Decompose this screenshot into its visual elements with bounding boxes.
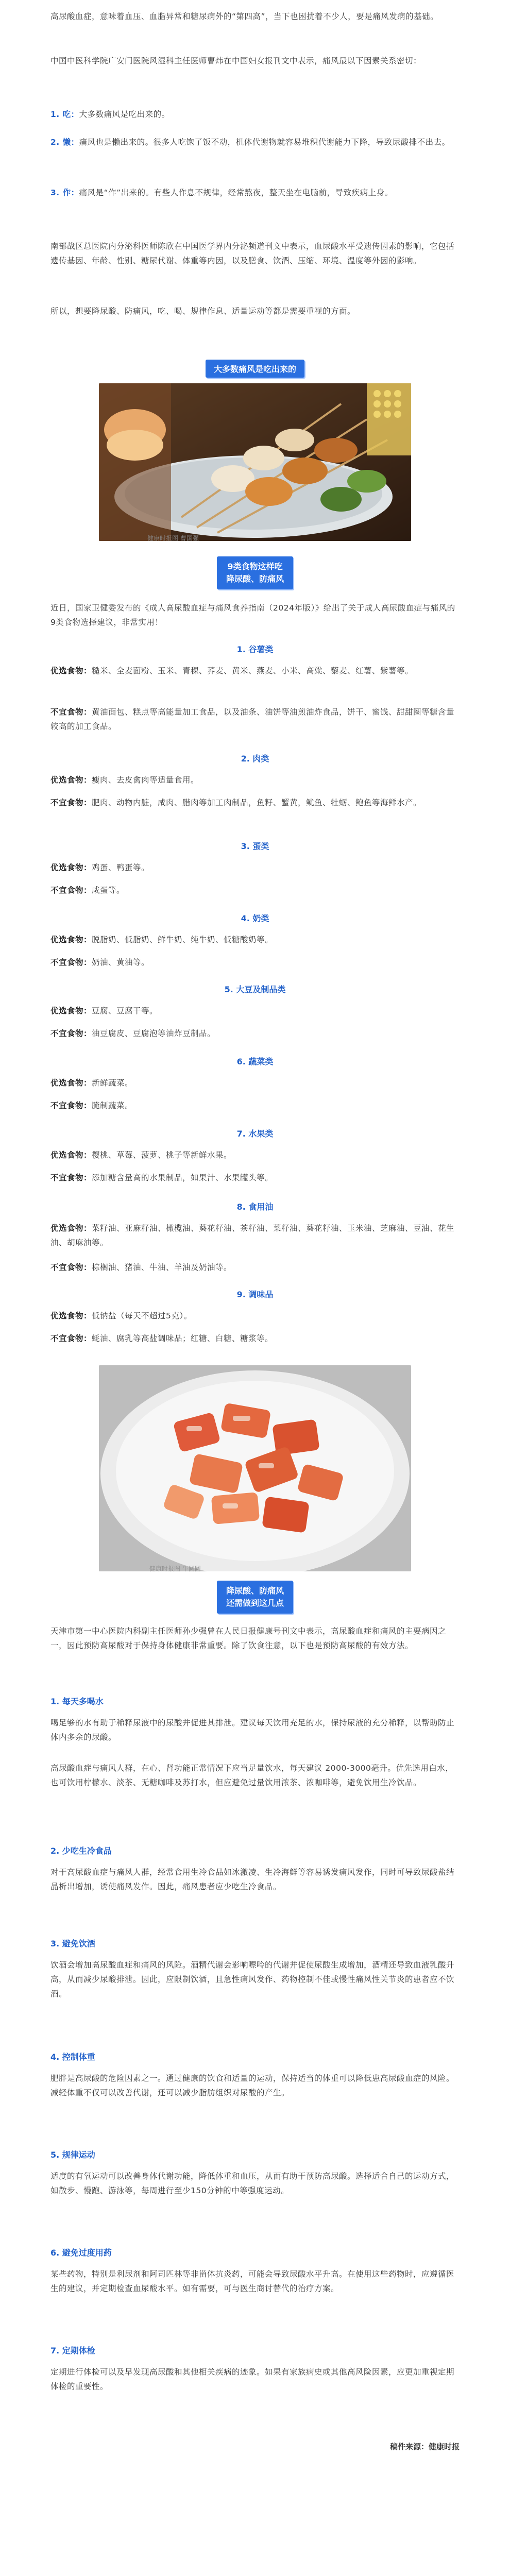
- tip-6-para-1: 某些药物，特别是利尿剂和阿司匹林等非甾体抗炎药，可能会导致尿酸水平升高。在使用这些药物时，应遵循医生的建议，并定期检查血尿酸水平。如有需要，可与医生商讨替代的治疗方案。: [50, 2269, 455, 2293]
- intro-summary: 所以，想要降尿酸、防痛风，吃、喝、规律作息、适量运动等都是需要重视的方面。: [50, 307, 356, 316]
- category-8-bad: 棕榈油、猪油、牛油、羊油及奶油等。: [92, 1263, 232, 1272]
- tip-6-title: 6. 避免过度用药: [50, 2248, 112, 2258]
- category-4: [50, 912, 460, 989]
- category-5-good-label: 优选食物：: [50, 1006, 92, 1015]
- category-2-title: 2. 肉类: [241, 754, 269, 764]
- tip-7-title: 7. 定期体检: [50, 2346, 95, 2355]
- tip-1-title: 1. 每天多喝水: [50, 1697, 104, 1706]
- category-2-good: 瘦肉、去皮禽肉等适量食用。: [92, 775, 199, 785]
- tip-2: [50, 1844, 460, 1947]
- tip-4-title: 4. 控制体重: [50, 2052, 95, 2062]
- category-1-bad-label: 不宜食物：: [50, 707, 92, 717]
- intro-expert: 中国中医科学院广安门医院风湿科主任医师曹炜在中国妇女报刊文中表示，痛风最以下因素关系密切：: [50, 56, 422, 65]
- category-4-good: 脱脂奶、低脂奶、鲜牛奶、纯牛奶、低糖酸奶等。: [92, 935, 274, 944]
- tip-4-para-1: 肥胖是高尿酸的危险因素之一。通过健康的饮食和适量的运动，保持适当的体重可以降低患高尿酸血症的风险。减轻体重不仅可以改善代谢，还可以减少脂肪组织对尿酸的产生。: [50, 2074, 455, 2097]
- category-3: [50, 840, 460, 917]
- category-5-bad-label: 不宜食物：: [50, 1029, 92, 1038]
- category-7-bad-label: 不宜食物：: [50, 1173, 92, 1182]
- section-banner-3: [217, 1581, 293, 1614]
- category-3-bad-label: 不宜食物：: [50, 886, 92, 895]
- pickle-illustration: [99, 1365, 411, 1571]
- category-4-good-label: 优选食物：: [50, 935, 92, 944]
- category-1-good: 糙米、全麦面粉、玉米、青稞、荞麦、黄米、燕麦、小米、高粱、藜麦、红薯、紫薯等。: [92, 666, 414, 675]
- category-5-title: 5. 大豆及制品类: [224, 985, 286, 994]
- cause-1-text: 大多数痛风是吃出来的。: [79, 110, 170, 119]
- banner-3-line-1: 降尿酸、防痛风: [226, 1586, 284, 1596]
- category-7-good-label: 优选食物：: [50, 1150, 92, 1160]
- tip-7-para-1: 定期进行体检可以及早发现高尿酸和其他相关疾病的迹象。如果有家族病史或其他高风险因素，应更加重视定期体检的重要性。: [50, 2367, 455, 2391]
- photo-1-caption: 健康时报图 曹国强: [147, 535, 199, 542]
- expert-block: [50, 54, 460, 68]
- category-2-bad: 肥肉、动物内脏，咸肉、腊肉等加工肉制品，鱼籽、蟹黄，鱿鱼、牡蛎、鲍鱼等海鲜水产。: [92, 798, 422, 807]
- category-1-title: 1. 谷薯类: [236, 645, 274, 654]
- category-2-bad-label: 不宜食物：: [50, 798, 92, 807]
- tip-5-para-1: 适度的有氧运动可以改善身体代谢功能，降低体重和血压，从而有助于预防高尿酸。选择适合自己的运动方式，如散步、慢跑、游泳等，每周进行至少150分钟的中等强度运动。: [50, 2172, 455, 2195]
- cause-2: [50, 135, 460, 149]
- category-3-good: 鸡蛋、鸭蛋等。: [92, 863, 150, 872]
- category-9: [50, 1288, 460, 1365]
- tip-3: [50, 1937, 460, 2040]
- category-3-bad: 咸蛋等。: [92, 886, 125, 895]
- tip-1-para-2: 高尿酸血症与痛风人群，在心、肾功能正常情况下应当足量饮水，每天建议 2000-3000毫升。优先选用白水，也可饮用柠檬水、淡茶、无糖咖啡及苏打水，但应避免过量饮用浓茶、浓咖啡等，避免饮用生冷饮品。: [50, 1764, 454, 1787]
- cause-3-lead: 3. 作：: [50, 188, 79, 197]
- cause-3-text: 痛风是“作”出来的。有些人作息不规律，经常熬夜，整天坐在电脑前，导致疾病上身。: [79, 188, 393, 197]
- category-8-title: 8. 食用油: [236, 1202, 274, 1212]
- cause-2-lead: 2. 懒：: [50, 138, 79, 147]
- section-banner-2: [217, 556, 293, 589]
- category-9-bad-label: 不宜食物：: [50, 1334, 92, 1343]
- banner-2-line-1: 9类食物这样吃: [227, 562, 283, 571]
- intro-south: 南部战区总医院内分泌科医师陈欣在中国医学界内分泌频道刊文中表示，血尿酸水平受遗传因素的影响，它包括遗传基因、年龄、性别、糖尿代谢、体重等内因，以及膳食、饮酒、压缩、环境、温度等外因的影响。: [50, 242, 455, 265]
- tip-2-title: 2. 少吃生冷食品: [50, 1846, 112, 1856]
- skewer-illustration: [99, 383, 411, 541]
- cause-3: [50, 185, 460, 200]
- south-block: [50, 239, 460, 268]
- guide-intro-block: [50, 601, 460, 630]
- category-8-good: 菜籽油、亚麻籽油、橄榄油、葵花籽油、茶籽油、菜籽油、葵花籽油、玉米油、芝麻油、豆油、花生油、胡麻油等。: [50, 1224, 455, 1247]
- cause-1: [50, 107, 460, 122]
- intro-top: 高尿酸血症，意味着血压、血脂异常和糖尿病外的“第四高”，当下也困扰着不少人，要是痛风发病的基础。: [50, 12, 439, 21]
- category-5: [50, 983, 460, 1060]
- category-4-title: 4. 奶类: [241, 913, 269, 923]
- tips-intro-block: [50, 1624, 460, 1653]
- cause-1-lead: 1. 吃：: [50, 110, 79, 119]
- pickle-photo: [99, 1365, 411, 1571]
- category-5-good: 豆腐、豆腐干等。: [92, 1006, 158, 1015]
- category-6-bad: 腌制蔬菜。: [92, 1101, 133, 1110]
- skewer-photo: [99, 383, 411, 541]
- tip-5: [50, 2148, 460, 2251]
- guide-intro: 近日，国家卫健委发布的《成人高尿酸血症与痛风食养指南（2024年版）》给出了关于成人高尿酸血症与痛风的9类食物选择建议，非常实用！: [50, 603, 455, 627]
- category-4-bad: 奶油、黄油等。: [92, 958, 150, 967]
- photo-2-caption: 健康时报图 牛圆圆: [149, 1565, 201, 1572]
- category-9-good: 低钠盐（每天不超过5克）。: [92, 1311, 192, 1320]
- category-9-title: 9. 调味品: [236, 1290, 274, 1299]
- category-9-good-label: 优选食物：: [50, 1311, 92, 1320]
- tip-7: [50, 2344, 460, 2427]
- category-1-bad: 黄油面包、糕点等高能量加工食品，以及油条、油饼等油煎油炸食品，饼干、蜜饯、甜甜圈等糖含量较高的加工食品。: [50, 707, 455, 731]
- banner-3-line-2: 还需做到这几点: [226, 1598, 284, 1608]
- tip-6: [50, 2246, 460, 2349]
- section-banner-1: 大多数痛风是吃出来的: [206, 360, 304, 378]
- category-2-good-label: 优选食物：: [50, 775, 92, 785]
- intro-block: [50, 9, 460, 24]
- tip-4: [50, 2050, 460, 2154]
- category-7-title: 7. 水果类: [236, 1129, 274, 1139]
- category-6-good-label: 优选食物：: [50, 1078, 92, 1088]
- category-8-bad-label: 不宜食物：: [50, 1263, 92, 1272]
- summary-block: [50, 304, 460, 318]
- tip-3-title: 3. 避免饮酒: [50, 1939, 95, 1948]
- category-7: [50, 1127, 460, 1205]
- tip-5-title: 5. 规律运动: [50, 2150, 95, 2160]
- category-6-title: 6. 蔬菜类: [236, 1057, 274, 1066]
- category-5-bad: 油豆腐皮、豆腐泡等油炸豆制品。: [92, 1029, 216, 1038]
- category-6-good: 新鲜蔬菜。: [92, 1078, 133, 1088]
- category-4-bad-label: 不宜食物：: [50, 958, 92, 967]
- category-9-bad: 蚝油、腐乳等高盐调味品；红糖、白糖、糖浆等。: [92, 1334, 274, 1343]
- category-6-bad-label: 不宜食物：: [50, 1101, 92, 1110]
- banner-2-line-2: 降尿酸、防痛风: [226, 574, 284, 584]
- source-footer: 稿件来源：健康时报: [389, 2442, 460, 2451]
- category-8-good-label: 优选食物：: [50, 1224, 92, 1233]
- cause-2-text: 痛风也是懒出来的。很多人吃饱了饭不动，机体代谢物就容易堆积代谢能力下降，导致尿酸排不出去。: [79, 138, 450, 147]
- category-7-bad: 添加糖含量高的水果制品，如果汁、水果罐头等。: [92, 1173, 274, 1182]
- tip-3-para-1: 饮酒会增加高尿酸血症和痛风的风险。酒精代谢会影响嘌呤的代谢并促使尿酸生成增加，酒精还导致血液乳酸升高，从而减少尿酸排泄。因此，应限制饮酒，且急性痛风发作、药物控制不佳或慢性痛风性关节炎的患者应不饮酒。: [50, 1960, 455, 1998]
- category-3-title: 3. 蛋类: [241, 841, 269, 851]
- category-6: [50, 1055, 460, 1132]
- tip-1-para-1: 喝足够的水有助于稀释尿液中的尿酸并促进其排泄。建议每天饮用充足的水，保持尿液的充分稀释，以帮助防止体内多余的尿酸。: [50, 1718, 455, 1742]
- category-3-good-label: 优选食物：: [50, 863, 92, 872]
- category-7-good: 樱桃、草莓、菠萝、桃子等新鲜水果。: [92, 1150, 232, 1160]
- tips-intro: 天津市第一中心医院内科副主任医师孙少强曾在人民日报健康号刊文中表示，高尿酸血症和痛风的主要病因之一，因此预防高尿酸对于保持身体健康非常重要。除了饮食注意，以下也是预防高尿酸的有效方法。: [50, 1626, 447, 1650]
- category-1-good-label: 优选食物：: [50, 666, 92, 675]
- tip-2-para-1: 对于高尿酸血症与痛风人群，经常食用生冷食品如冰激凌、生冷海鲜等容易诱发痛风发作，同时可导致尿酸盐结晶析出增加，诱使痛风发作。因此，痛风患者应少吃生冷食品。: [50, 1868, 455, 1891]
